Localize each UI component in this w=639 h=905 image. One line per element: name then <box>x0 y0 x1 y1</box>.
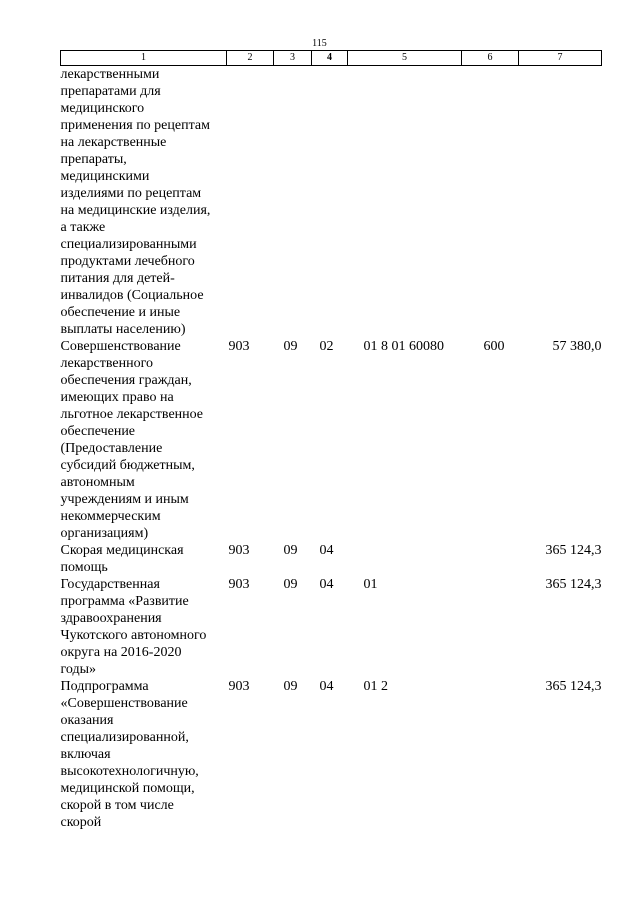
amount-value <box>519 66 602 339</box>
row-name-line: Совершенствование <box>60 339 181 354</box>
subsection-code <box>312 66 348 339</box>
row-name-line: здравоохранения <box>60 611 162 626</box>
ministry-code: 903 <box>228 543 250 558</box>
header-col-6: 6 <box>462 51 519 66</box>
expense-type-code <box>462 576 519 678</box>
table-row <box>61 576 602 678</box>
row-name <box>61 66 227 339</box>
header-col-5: 5 <box>348 51 462 66</box>
row-name-line: специализированными <box>60 237 197 252</box>
ministry-code <box>227 66 274 339</box>
subsection-code: 04 <box>319 577 334 592</box>
row-name-line: препараты, <box>60 152 127 167</box>
row-name-line: медицинской помощи, <box>60 781 195 796</box>
row-name-line: лекарственными <box>60 67 160 82</box>
section-code: 09 <box>283 543 298 558</box>
row-name-line: медицинского <box>60 101 145 116</box>
row-name-line: обеспечения граждан, <box>60 373 192 388</box>
row-name-line: автономным <box>60 475 135 490</box>
row-name-line: скорой в том числе <box>60 798 174 813</box>
row-name-line: обеспечение и иные <box>60 305 181 320</box>
row-name-line: округа на 2016-2020 <box>60 645 182 660</box>
subsection-code: 02 <box>319 339 334 354</box>
row-name-line: а также <box>60 220 106 235</box>
amount-value: 57 380,0 <box>552 339 602 354</box>
table-row <box>61 678 602 831</box>
row-name <box>61 576 227 678</box>
row-name <box>61 542 227 576</box>
expense-type-code: 600 <box>483 339 505 354</box>
row-name-line: препаратами для <box>60 84 161 99</box>
row-name-line: медицинскими <box>60 169 150 184</box>
table-header <box>61 51 602 66</box>
row-name-line: годы» <box>60 662 97 677</box>
row-name-line: лекарственного <box>60 356 153 371</box>
row-name-line: изделиями по рецептам <box>60 186 202 201</box>
expense-type-code <box>462 678 519 831</box>
row-name-line: на лекарственные <box>60 135 167 150</box>
row-name-line: помощь <box>60 560 108 575</box>
row-name-line: выплаты населению) <box>60 322 186 337</box>
header-col-3: 3 <box>274 51 312 66</box>
ministry-code: 903 <box>228 679 250 694</box>
table-body <box>61 66 602 832</box>
row-name <box>61 678 227 831</box>
row-name-line: Скорая медицинская <box>60 543 184 558</box>
target-article-code: 01 2 <box>363 679 388 694</box>
budget-table <box>60 50 602 831</box>
row-name-line: учреждениям и иным <box>60 492 189 507</box>
table-row <box>61 542 602 576</box>
expense-type-code <box>462 66 519 339</box>
section-code: 09 <box>283 679 298 694</box>
page-number: 115 <box>312 38 327 49</box>
target-article-code: 01 <box>363 577 378 592</box>
row-name-line: специализированной, <box>60 730 189 745</box>
subsection-code: 04 <box>319 679 334 694</box>
ministry-code: 903 <box>228 339 250 354</box>
row-name-line: высокотехнологичную, <box>60 764 199 779</box>
row-name-line: скорой <box>60 815 102 830</box>
target-article-code: 01 8 01 60080 <box>363 339 444 354</box>
row-name-line: обеспечение <box>60 424 136 439</box>
row-name-line: инвалидов (Социальное <box>60 288 204 303</box>
amount-value: 365 124,3 <box>545 679 602 694</box>
header-col-7: 7 <box>519 51 602 66</box>
ministry-code: 903 <box>228 577 250 592</box>
table-row <box>61 66 602 339</box>
row-name-line: «Совершенствование <box>60 696 188 711</box>
amount-value: 365 124,3 <box>545 577 602 592</box>
row-name-line: имеющих право на <box>60 390 174 405</box>
row-name-line: на медицинские изделия, <box>60 203 211 218</box>
section-code <box>274 66 312 339</box>
row-name-line: (Предоставление <box>60 441 163 456</box>
row-name-line: питания для детей- <box>60 271 175 286</box>
row-name <box>61 338 227 542</box>
row-name-line: Государственная <box>60 577 160 592</box>
section-code: 09 <box>283 577 298 592</box>
section-code: 09 <box>283 339 298 354</box>
row-name-line: оказания <box>60 713 114 728</box>
row-name-line: применения по рецептам <box>60 118 210 133</box>
amount-value: 365 124,3 <box>545 543 602 558</box>
row-name-line: включая <box>60 747 111 762</box>
row-name-line: Подпрограмма <box>60 679 149 694</box>
row-name-line: льготное лекарственное <box>60 407 204 422</box>
row-name-line: некоммерческим <box>60 509 161 524</box>
expense-type-code <box>462 542 519 576</box>
header-col-1: 1 <box>61 51 227 66</box>
subsection-code: 04 <box>319 543 334 558</box>
row-name-line: программа «Развитие <box>60 594 189 609</box>
row-name-line: продуктами лечебного <box>60 254 195 269</box>
row-name-line: организациям) <box>60 526 149 541</box>
header-col-4: 4 <box>312 51 348 66</box>
header-col-2: 2 <box>227 51 274 66</box>
row-name-line: Чукотского автономного <box>60 628 207 643</box>
table-row <box>61 338 602 542</box>
target-article-code <box>348 542 462 576</box>
target-article-code <box>348 66 462 339</box>
row-name-line: субсидий бюджетным, <box>60 458 195 473</box>
